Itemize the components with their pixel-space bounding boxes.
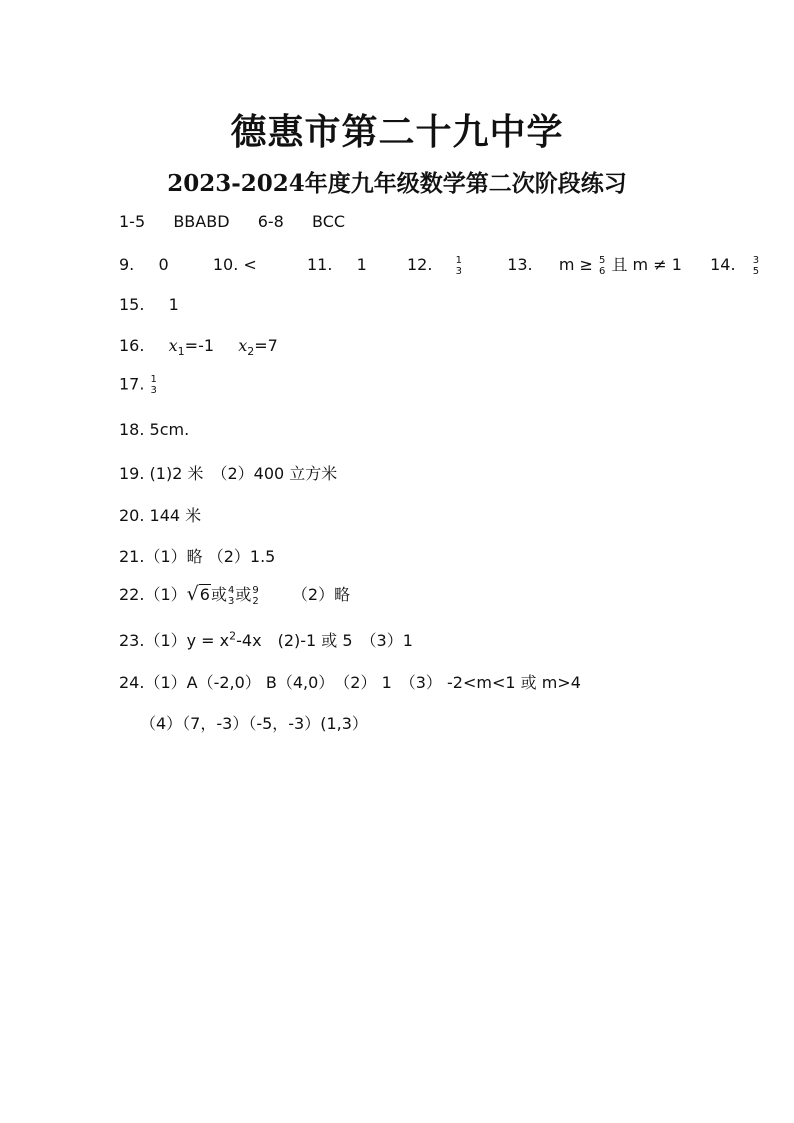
denominator: 3 bbox=[455, 265, 462, 277]
denominator: 3 bbox=[227, 595, 235, 607]
answer-text: BCC bbox=[312, 212, 346, 231]
square-root bbox=[187, 583, 211, 605]
answer-row-16 bbox=[119, 336, 278, 358]
answer-text: 或 bbox=[235, 585, 252, 604]
fraction bbox=[599, 255, 605, 277]
answer-text: BBABD bbox=[173, 212, 230, 231]
answer-text: 19. (1)2 米 （2）400 立方米 bbox=[119, 464, 338, 483]
page-subtitle: 2023-2024年度九年级数学第二次阶段练习 bbox=[167, 170, 627, 197]
radical-sign: √ bbox=[186, 583, 199, 605]
answer-row-17 bbox=[119, 374, 158, 396]
answer-row-19 bbox=[119, 461, 337, 484]
answer-text: 20. 144 米 bbox=[119, 506, 202, 525]
numerator: 1 bbox=[455, 254, 462, 266]
answer-row-21 bbox=[119, 544, 275, 567]
page-title: 德惠市第二十九中学 bbox=[230, 111, 564, 153]
answer-row-18 bbox=[119, 420, 189, 439]
answer-row-20 bbox=[119, 503, 201, 526]
question-label: 6-8 bbox=[257, 212, 284, 231]
denominator: 3 bbox=[150, 385, 157, 396]
denominator: 6 bbox=[599, 265, 606, 277]
numerator: 5 bbox=[599, 254, 606, 266]
answer-text: 21.（1）略 （2）1.5 bbox=[119, 547, 276, 566]
answer-row-9-14 bbox=[119, 252, 760, 277]
answer-row-22 bbox=[119, 582, 350, 607]
answer-text: m ≥ bbox=[558, 255, 593, 274]
fraction bbox=[228, 585, 234, 607]
answer-text: 或 bbox=[210, 585, 227, 604]
numerator: 9 bbox=[252, 584, 259, 596]
fraction bbox=[456, 255, 462, 277]
answer-text: -4x (2)-1 或 5 （3）1 bbox=[236, 631, 413, 650]
question-label: 1-5 bbox=[119, 212, 146, 231]
answer-text: （4）（7，-3）（-5，-3）(1,3） bbox=[140, 714, 368, 733]
answer-text: < bbox=[243, 255, 257, 274]
question-label: 13. bbox=[507, 255, 533, 274]
question-label: 9. bbox=[119, 255, 135, 274]
answer-row-24 bbox=[119, 670, 581, 693]
question-label: 17. bbox=[119, 374, 145, 394]
variable: x bbox=[238, 336, 248, 355]
question-label: 12. bbox=[406, 255, 433, 274]
question-label: 15. bbox=[119, 295, 145, 314]
answer-text: 1 bbox=[168, 295, 179, 314]
answer-row-15 bbox=[119, 295, 179, 314]
numerator: 3 bbox=[752, 254, 760, 266]
question-label: 10. bbox=[212, 255, 239, 274]
answer-row-1-8 bbox=[119, 212, 345, 231]
answer-text: 23.（1）y = x bbox=[119, 631, 230, 650]
denominator: 2 bbox=[252, 595, 259, 607]
subscript: 2 bbox=[247, 345, 255, 359]
answer-text: =-1 bbox=[184, 336, 215, 355]
fraction bbox=[151, 374, 157, 396]
radicand: 6 bbox=[199, 585, 210, 604]
variable: x bbox=[168, 336, 178, 355]
answer-text: 18. 5cm. bbox=[119, 420, 190, 439]
answer-text: 1 bbox=[356, 255, 367, 274]
fraction bbox=[252, 585, 258, 607]
denominator: 5 bbox=[752, 265, 760, 277]
answer-text: =7 bbox=[254, 336, 278, 355]
question-label: 11. bbox=[306, 255, 333, 274]
question-label: 22.（1） bbox=[119, 585, 187, 604]
answer-text: （2）略 bbox=[291, 585, 351, 604]
numerator: 1 bbox=[150, 374, 157, 385]
answer-text: 0 bbox=[158, 255, 169, 274]
answer-text: 且 m ≠ 1 bbox=[611, 255, 682, 274]
fraction bbox=[753, 255, 759, 277]
question-label: 14. bbox=[710, 255, 736, 274]
answer-text: 24.（1）A（-2,0） B（4,0） （2） 1 （3） -2<m<1 或 m>4 bbox=[119, 673, 581, 692]
numerator: 4 bbox=[227, 584, 235, 596]
answer-row-23 bbox=[119, 628, 413, 651]
answer-row-24-part4 bbox=[140, 711, 368, 734]
subscript: 1 bbox=[177, 345, 185, 359]
question-label: 16. bbox=[119, 336, 145, 355]
superscript: 2 bbox=[229, 629, 237, 643]
